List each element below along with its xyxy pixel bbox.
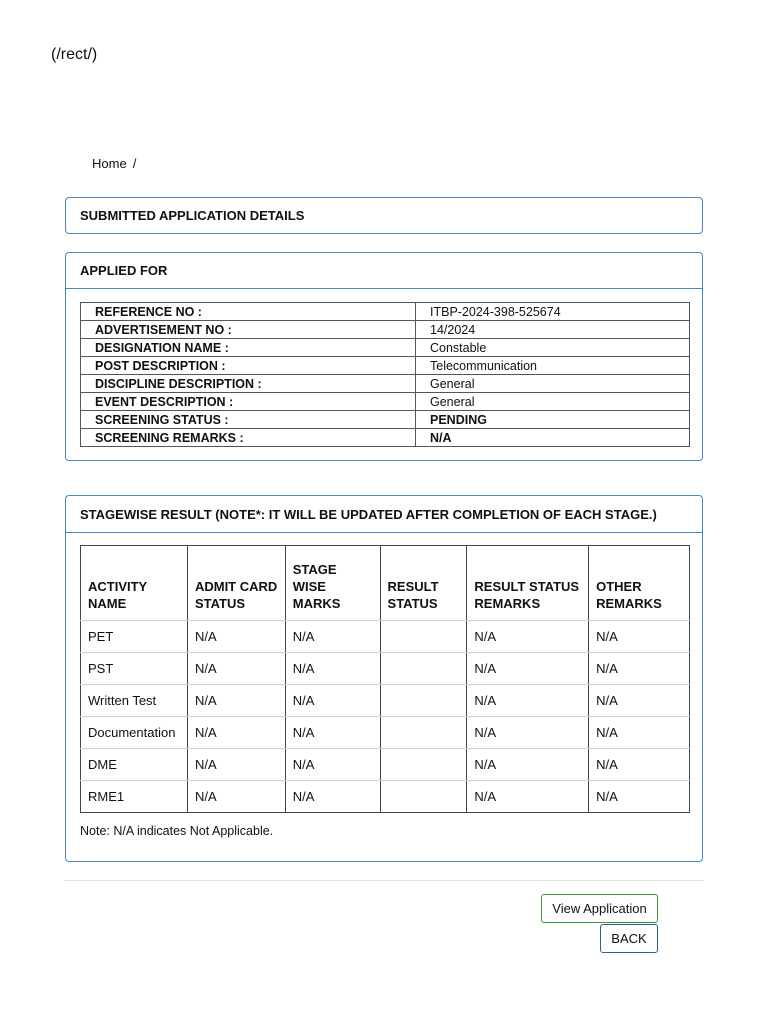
details-row-reference bbox=[81, 303, 690, 321]
admit-card-status-cell: N/A bbox=[187, 749, 285, 781]
activity-name-cell: Written Test bbox=[81, 685, 188, 717]
header-line: REMARKS bbox=[596, 596, 662, 611]
details-row-designation bbox=[81, 339, 690, 357]
activity-name-cell: PET bbox=[81, 621, 188, 653]
stage-wise-marks-cell: N/A bbox=[285, 685, 380, 717]
details-label: DESIGNATION NAME : bbox=[81, 339, 416, 357]
result-status-remarks-cell: N/A bbox=[467, 717, 589, 749]
col-header-activity-name bbox=[81, 546, 188, 621]
details-label: REFERENCE NO : bbox=[81, 303, 416, 321]
details-value: General bbox=[416, 375, 690, 393]
stage-table-header-row bbox=[81, 546, 690, 621]
submitted-application-title: SUBMITTED APPLICATION DETAILS bbox=[80, 208, 305, 223]
details-value: 14/2024 bbox=[416, 321, 690, 339]
details-row-advertisement bbox=[81, 321, 690, 339]
header-line: OTHER bbox=[596, 579, 642, 594]
table-row bbox=[81, 621, 690, 653]
result-status-remarks-cell: N/A bbox=[467, 685, 589, 717]
header-line: STATUS bbox=[387, 596, 438, 611]
details-value: Constable bbox=[416, 339, 690, 357]
admit-card-status-cell: N/A bbox=[187, 621, 285, 653]
applied-for-panel bbox=[65, 252, 703, 461]
details-label: ADVERTISEMENT NO : bbox=[81, 321, 416, 339]
header-line: ADMIT CARD bbox=[194, 579, 278, 594]
header-line: RESULT bbox=[387, 579, 439, 594]
result-status-cell bbox=[380, 781, 467, 813]
applied-for-title: APPLIED FOR bbox=[80, 263, 168, 278]
activity-name-cell: DME bbox=[81, 749, 188, 781]
other-remarks-cell: N/A bbox=[589, 781, 690, 813]
screening-status-value: PENDING bbox=[416, 411, 690, 429]
view-application-button[interactable]: View Application bbox=[541, 894, 658, 923]
details-value: Telecommunication bbox=[416, 357, 690, 375]
top-link[interactable]: (/rect/) bbox=[51, 46, 98, 63]
details-row-screening-remarks bbox=[81, 429, 690, 447]
details-label: EVENT DESCRIPTION : bbox=[81, 393, 416, 411]
breadcrumb-home-link[interactable]: Home bbox=[92, 156, 127, 171]
stage-wise-marks-cell: N/A bbox=[285, 749, 380, 781]
stage-wise-marks-cell: N/A bbox=[285, 621, 380, 653]
col-header-other-remarks bbox=[589, 546, 690, 621]
result-status-remarks-cell: N/A bbox=[467, 781, 589, 813]
other-remarks-cell: N/A bbox=[589, 685, 690, 717]
other-remarks-cell: N/A bbox=[589, 717, 690, 749]
table-row bbox=[81, 749, 690, 781]
details-row-post bbox=[81, 357, 690, 375]
admit-card-status-cell: N/A bbox=[187, 781, 285, 813]
activity-name-cell: PST bbox=[81, 653, 188, 685]
details-value: General bbox=[416, 393, 690, 411]
header-line: NAME bbox=[88, 596, 127, 611]
result-status-cell bbox=[380, 717, 467, 749]
table-row bbox=[81, 653, 690, 685]
table-row bbox=[81, 685, 690, 717]
col-header-admit-card-status bbox=[187, 546, 285, 621]
activity-name-cell: Documentation bbox=[81, 717, 188, 749]
details-row-screening-status bbox=[81, 411, 690, 429]
admit-card-status-cell: N/A bbox=[187, 685, 285, 717]
footer-divider bbox=[65, 880, 703, 881]
admit-card-status-cell: N/A bbox=[187, 653, 285, 685]
submitted-application-panel bbox=[65, 197, 703, 234]
panel-divider bbox=[66, 532, 702, 533]
result-status-cell bbox=[380, 653, 467, 685]
header-line: STAGE bbox=[292, 562, 337, 577]
table-row bbox=[81, 717, 690, 749]
header-line: ACTIVITY bbox=[88, 579, 148, 594]
stagewise-result-table bbox=[80, 545, 690, 813]
header-line: MARKS bbox=[292, 596, 341, 611]
activity-name-cell: RME1 bbox=[81, 781, 188, 813]
details-label: SCREENING REMARKS : bbox=[81, 429, 416, 447]
details-label: POST DESCRIPTION : bbox=[81, 357, 416, 375]
result-status-remarks-cell: N/A bbox=[467, 749, 589, 781]
details-row-event bbox=[81, 393, 690, 411]
breadcrumb bbox=[92, 156, 136, 171]
not-applicable-note: Note: N/A indicates Not Applicable. bbox=[80, 824, 274, 838]
details-label: DISCIPLINE DESCRIPTION : bbox=[81, 375, 416, 393]
screening-remarks-value: N/A bbox=[416, 429, 690, 447]
header-line: WISE bbox=[292, 579, 326, 594]
result-status-remarks-cell: N/A bbox=[467, 621, 589, 653]
header-line: REMARKS bbox=[474, 596, 541, 611]
result-status-cell bbox=[380, 749, 467, 781]
result-status-cell bbox=[380, 621, 467, 653]
table-row bbox=[81, 781, 690, 813]
other-remarks-cell: N/A bbox=[589, 621, 690, 653]
header-line: RESULT STATUS bbox=[474, 579, 580, 594]
breadcrumb-separator: / bbox=[132, 156, 137, 171]
stage-wise-marks-cell: N/A bbox=[285, 717, 380, 749]
admit-card-status-cell: N/A bbox=[187, 717, 285, 749]
stage-wise-marks-cell: N/A bbox=[285, 653, 380, 685]
header-line: STATUS bbox=[194, 596, 246, 611]
col-header-result-status bbox=[380, 546, 467, 621]
details-row-discipline bbox=[81, 375, 690, 393]
panel-divider bbox=[66, 288, 702, 289]
back-button[interactable]: BACK bbox=[600, 924, 658, 953]
result-status-remarks-cell: N/A bbox=[467, 653, 589, 685]
stage-wise-marks-cell: N/A bbox=[285, 781, 380, 813]
other-remarks-cell: N/A bbox=[589, 749, 690, 781]
result-status-cell bbox=[380, 685, 467, 717]
col-header-result-status-remarks bbox=[467, 546, 589, 621]
other-remarks-cell: N/A bbox=[589, 653, 690, 685]
details-label: SCREENING STATUS : bbox=[81, 411, 416, 429]
application-details-table bbox=[80, 302, 690, 447]
col-header-stage-wise-marks bbox=[285, 546, 380, 621]
stagewise-result-title: STAGEWISE RESULT (NOTE*: IT WILL BE UPDATED AFTER COMPLETION OF EACH STAGE.) bbox=[80, 506, 657, 522]
stagewise-result-panel bbox=[65, 495, 703, 862]
details-value: ITBP-2024-398-525674 bbox=[416, 303, 690, 321]
